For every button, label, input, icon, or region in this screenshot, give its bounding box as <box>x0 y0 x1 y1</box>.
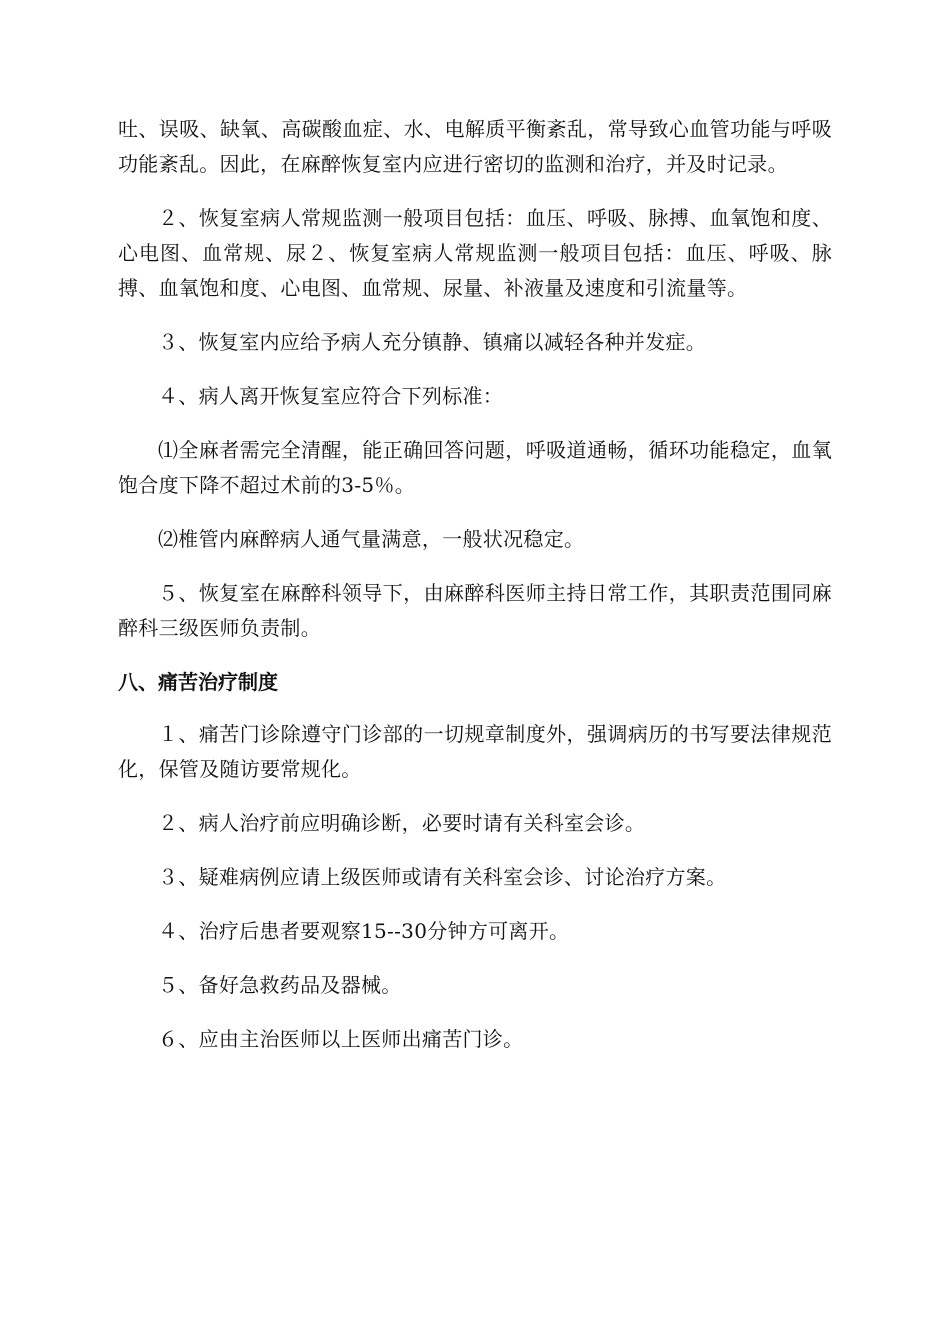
paragraph-attending-physician: ６、应由主治医师以上医师出痛苦门诊。 <box>158 1027 524 1051</box>
paragraph-criteria-general-anesthesia: ⑴全麻者需完全清醒，能正确回答问题，呼吸道通畅，循环功能稳定，血氧饱合度下降不超过术前的3-5％。 <box>118 438 832 497</box>
paragraph-pain-clinic-rules: １、痛苦门诊除遵守门诊部的一切规章制度外，强调病历的书写要法律规范化，保管及随访要常规化。 <box>118 722 832 781</box>
paragraph-observation: ４、治疗后患者要观察15--30分钟方可离开。 <box>158 919 570 943</box>
paragraph-monitoring-items: ２、恢复室病人常规监测一般项目包括：血压、呼吸、脉搏、血氧饱和度、心电图、血常规、尿２、恢复室病人常规监测一般项目包括：血压、呼吸、脉搏、血氧饱和度、心电图、血常规、尿量、补液量及速度和引流量等。 <box>118 206 832 300</box>
paragraph-difficult-cases: ３、疑难病例应请上级医师或请有关科室会诊、讨论治疗方案。 <box>158 865 727 889</box>
paragraph-criteria-spinal-anesthesia: ⑵椎管内麻醉病人通气量满意，一般状况稳定。 <box>158 527 585 551</box>
document-page <box>118 112 832 1076</box>
paragraph-emergency-supplies: ５、备好急救药品及器械。 <box>158 973 402 997</box>
section-heading: 八、痛苦治疗制度 <box>118 670 278 694</box>
paragraph-sedation: ３、恢复室内应给予病人充分镇静、镇痛以减轻各种并发症。 <box>158 330 707 354</box>
paragraph-discharge-criteria: ４、病人离开恢复室应符合下列标准： <box>158 384 504 408</box>
paragraph-diagnosis: ２、病人治疗前应明确诊断，必要时请有关科室会诊。 <box>158 811 646 835</box>
paragraph-continuation: 吐、误吸、缺氧、高碳酸血症、水、电解质平衡紊乱，常导致心血管功能与呼吸功能紊乱。因此，在麻醉恢复室内应进行密切的监测和治疗，并及时记录。 <box>118 117 832 176</box>
paragraph-leadership: ５、恢复室在麻醉科领导下，由麻醉科医师主持日常工作，其职责范围同麻醉科三级医师负责制。 <box>118 581 832 640</box>
